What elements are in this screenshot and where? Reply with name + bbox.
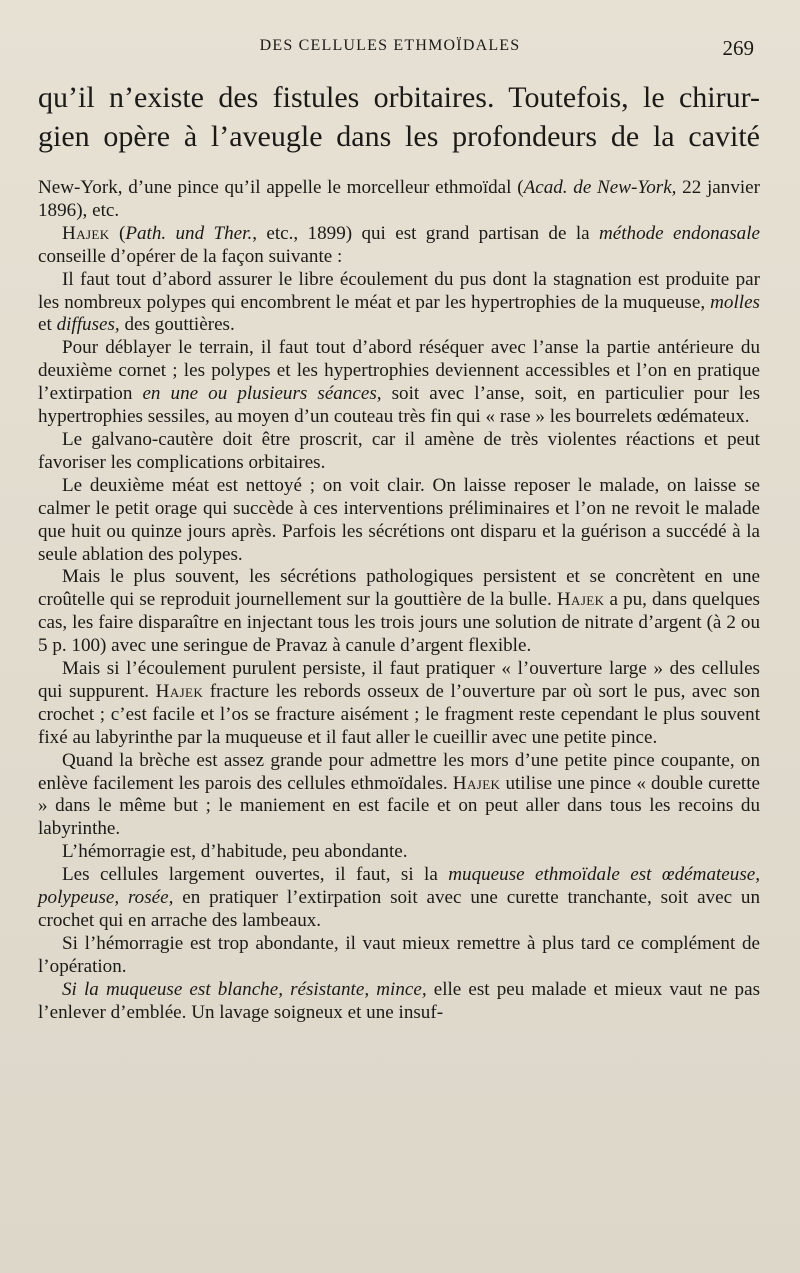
paragraph-13: Si la muqueuse est blanche, résistante, mince, elle est peu malade et mieux vaut ne pas l’enlever d’emblée. Un lavage soigneux et une insuf- (38, 978, 760, 1023)
lead-line-1: qu’il n’existe des fistules orbitaires. Toutefois, le chirur- (38, 81, 760, 114)
page-number: 269 (722, 36, 754, 60)
paragraph-7: Mais le plus souvent, les sécrétions pathologiques persistent et se concrètent en une croûtelle qui se reproduit journellement sur la gouttière de la bulle. Hajek a pu, dans quelques cas, les faire disparaître en injectant tous les trois jours une solution de nitrate d’argent (à 2 ou 5 p. 100) avec une seringue de Pravaz à canule d’argent flexible. (38, 566, 760, 657)
author-name: Hajek (155, 680, 204, 702)
paragraph-6: Le deuxième méat est nettoyé ; on voit clair. On laisse reposer le malade, on laisse se calmer le petit orage qui succède à ces interventions préliminaires et l’on ne revoit le malade que huit ou quinze jours après. Parfois les sécrétions ont disparu et la guérison a succédé à la seule ablation des polypes. (38, 474, 760, 565)
paragraph-2: Hajek (Path. und Ther., etc., 1899) qui est grand partisan de la méthode endonasale conseille d’opérer de la façon suivante : (38, 222, 760, 267)
author-name: Hajek (62, 222, 110, 244)
paragraph-3: Il faut tout d’abord assurer le libre écoulement du pus dont la stagnation est produite par les nombreux polypes qui encombrent le méat et par les hypertrophies de la muqueuse, molles et diffuses, des gouttières. (38, 268, 760, 336)
lead-line-2: gien opère à l’aveugle dans les profondeurs de la cavité (38, 120, 760, 153)
paragraph-10: L’hémorragie est, d’habitude, peu abondante. (62, 841, 408, 863)
paragraph-4: Pour déblayer le terrain, il faut tout d’abord réséquer avec l’anse la partie antérieure du deuxième cornet ; les polypes et les hypertrophies deviennent accessibles et l’on en pratique l’extirpation en une ou plusieurs séances, soit avec l’anse, soit, en particulier pour les hypertrophies sessiles, au moyen d’un couteau très fin qui « rase » les bourrelets œdémateux. (38, 337, 761, 428)
large-print-lines (38, 78, 760, 156)
author-name: Hajek (452, 772, 501, 794)
paragraph-11: Les cellules largement ouvertes, il faut, si la muqueuse ethmoïdale est œdémateuse, polypeuse, rosée, en pratiquer l’extirpation soit avec une curette tranchante, soit avec un crochet qui en arrache des lambeaux. (38, 864, 761, 931)
author-name: Hajek (556, 589, 605, 611)
running-title: DES CELLULES ETHMOÏDALES (259, 37, 521, 54)
paragraph-8: Mais si l’écoulement purulent persiste, il faut pratiquer « l’ouverture large » des cellules qui suppurent. Hajek fracture les rebords osseux de l’ouverture par où sort le pus, avec son crochet ; c’est facile et l’os se fracture aisément ; le fragment reste cependant le plus souvent fixé au labyrinthe par la muqueuse et il faut aller le cueillir avec une petite pince. (38, 658, 760, 748)
body-text (38, 177, 760, 1025)
paragraph-9: Quand la brèche est assez grande pour admettre les mors d’une petite pince coupante, on enlève facilement les parois des cellules ethmoïdales. Hajek utilise une pince « double curette » dans le même but ; le maniement en est facile et on peut aller dans tous les recoins du labyrinthe. (38, 749, 761, 840)
paragraph-12: Si l’hémorragie est trop abondante, il vaut mieux remettre à plus tard ce complément de l’opération. (38, 932, 760, 977)
page-header (0, 32, 800, 64)
paragraph-5: Le galvano-cautère doit être proscrit, car il amène de très violentes réactions et peut favoriser les complications orbitaires. (38, 428, 760, 473)
paragraph-1: New-York, d’une pince qu’il appelle le morcelleur ethmoïdal (Acad. de New-York, 22 janvier 1896), etc. (38, 177, 761, 221)
